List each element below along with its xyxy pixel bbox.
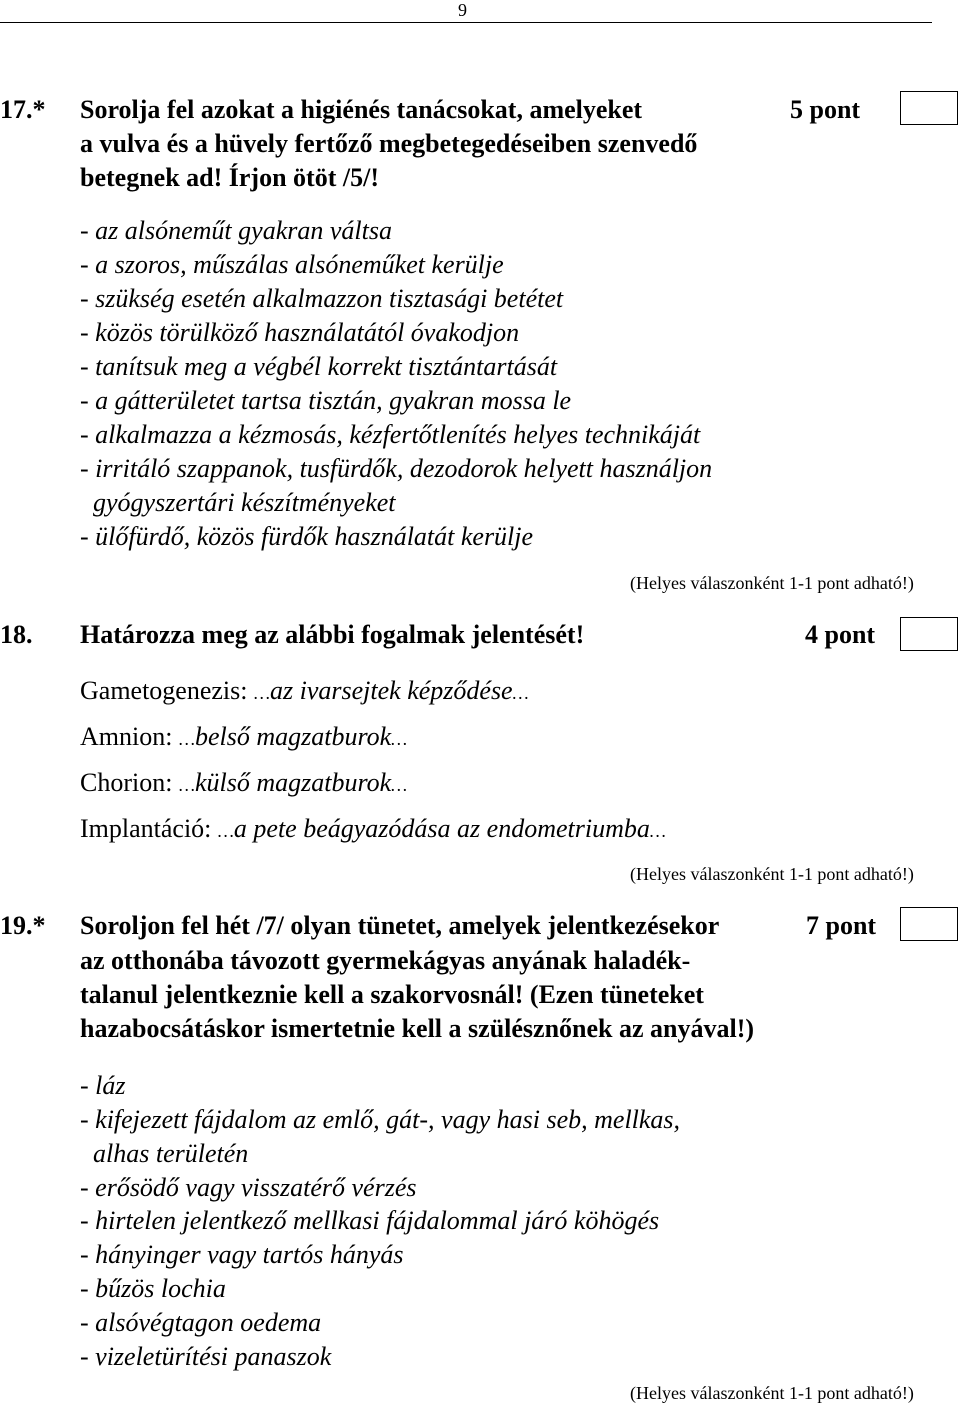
q19-answer: - láz <box>80 1071 126 1100</box>
definition-term: Gametogenezis: <box>80 676 248 705</box>
q19-answer: - erősödő vagy visszatérő vérzés <box>80 1173 417 1202</box>
q18-score-box[interactable] <box>900 617 958 651</box>
definition-term: Chorion: <box>80 768 173 797</box>
q19-answer: - kifejezett fájdalom az emlő, gát-, vagy hasi seb, mellkas, <box>80 1105 681 1134</box>
q19-answer: - hányinger vagy tartós hányás <box>80 1240 404 1269</box>
dots: … <box>512 683 529 703</box>
q17-answer: - alkalmazza a kézmosás, kézfertőtlenítés helyes technikáját <box>80 420 701 449</box>
dots: … <box>254 683 271 703</box>
q19-score-box[interactable] <box>900 907 958 941</box>
definition-value: külső magzatburok <box>194 768 392 797</box>
q18-definition <box>80 720 407 756</box>
q17-answer: - tanítsuk meg a végbél korrekt tisztántartását <box>80 352 558 381</box>
dots: … <box>649 821 666 841</box>
q19-points: 7 pont <box>806 911 877 940</box>
dots: … <box>217 821 234 841</box>
q17-answer: - irritáló szappanok, tusfürdők, dezodorok helyett használjon <box>80 454 713 483</box>
q19-number: 19.* <box>0 911 46 940</box>
q18-text: Határozza meg az alábbi fogalmak jelentését! <box>80 620 585 649</box>
q19-answer: - vizeletürítési panaszok <box>80 1342 332 1371</box>
q18-definition <box>80 674 529 710</box>
q19-answer: - bűzös lochia <box>80 1274 226 1303</box>
q19-line-2: az otthonába távozott gyermekágyas anyának haladék- <box>80 946 691 975</box>
q18-points: 4 pont <box>805 620 876 649</box>
definition-value: a pete beágyazódása az endometriumba <box>233 814 650 843</box>
q17-points: 5 pont <box>790 95 861 124</box>
q17-line-1: Sorolja fel azokat a higiénés tanácsokat, amelyeket <box>80 95 643 124</box>
q19-line-1: Soroljon fel hét /7/ olyan tünetet, amelyek jelentkezésekor <box>80 911 720 940</box>
q17-score-box[interactable] <box>900 91 958 125</box>
q18-definition <box>80 812 666 848</box>
dots: … <box>391 729 408 749</box>
page-number: 9 <box>458 0 467 20</box>
dots: … <box>178 775 195 795</box>
q18-definition <box>80 766 407 802</box>
q17-answer: - a szoros, műszálas alsóneműket kerülje <box>80 250 504 279</box>
definition-value: belső magzatburok <box>194 722 392 751</box>
q19-scoring-note: (Helyes válaszonként 1-1 pont adható!) <box>630 1383 914 1403</box>
dots: … <box>391 775 408 795</box>
q18-scoring-note: (Helyes válaszonként 1-1 pont adható!) <box>630 864 914 884</box>
q17-answer: - ülőfürdő, közös fürdők használatát kerülje <box>80 522 534 551</box>
q17-line-2: a vulva és a hüvely fertőző megbetegedéseiben szenvedő <box>80 129 698 158</box>
definition-term: Amnion: <box>80 722 173 751</box>
q17-line-3: betegnek ad! Írjon ötöt /5/! <box>80 163 379 192</box>
q18-number: 18. <box>0 620 33 649</box>
q19-answer: alhas területén <box>80 1139 249 1168</box>
dots: … <box>178 729 195 749</box>
header-rule <box>0 22 932 23</box>
q19-line-3: talanul jelentkeznie kell a szakorvosnál! (Ezen tüneteket <box>80 980 704 1009</box>
q19-line-4: hazabocsátáskor ismertetnie kell a szülésznőnek az anyával!) <box>80 1014 755 1043</box>
q17-answer: - a gátterületet tartsa tisztán, gyakran mossa le <box>80 386 572 415</box>
q19-answer: - alsóvégtagon oedema <box>80 1308 322 1337</box>
definition-term: Implantáció: <box>80 814 212 843</box>
q17-answer: - az alsóneműt gyakran váltsa <box>80 216 392 245</box>
q17-answer: - szükség esetén alkalmazzon tisztasági betétet <box>80 284 564 313</box>
q17-scoring-note: (Helyes válaszonként 1-1 pont adható!) <box>630 573 914 593</box>
definition-value: az ivarsejtek képződése <box>270 676 513 705</box>
q17-number: 17.* <box>0 95 46 124</box>
q19-answer: - hirtelen jelentkező mellkasi fájdalommal járó köhögés <box>80 1206 660 1235</box>
q17-answer: - közös törülköző használatától óvakodjon <box>80 318 520 347</box>
q17-answer: gyógyszertári készítményeket <box>80 488 396 517</box>
